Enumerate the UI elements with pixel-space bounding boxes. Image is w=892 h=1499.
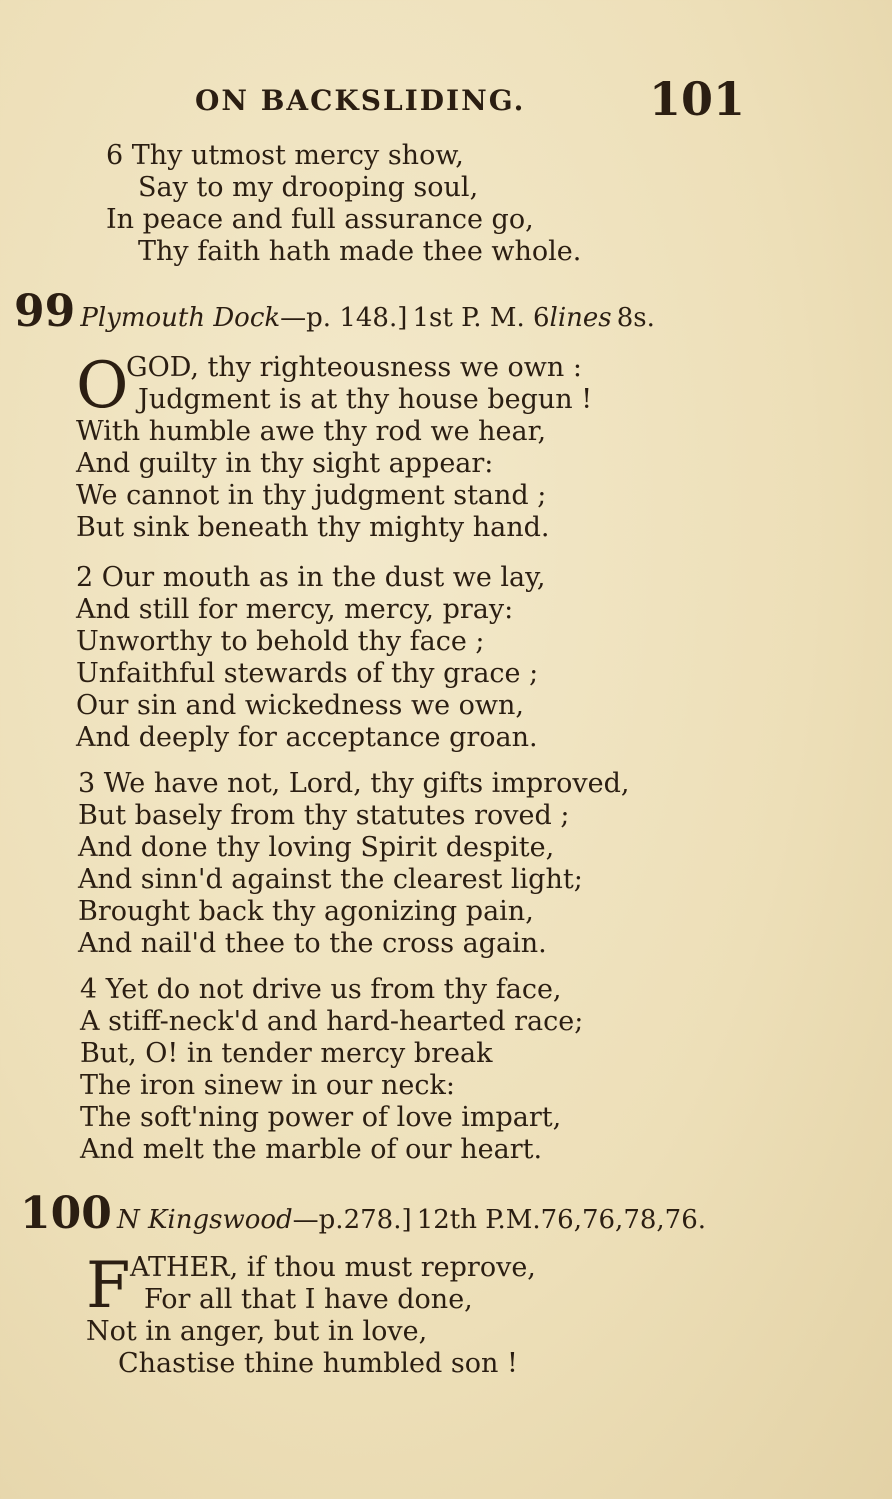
previous-hymn-stanza-6	[106, 140, 892, 268]
verse-line: For all that I have done,	[144, 1284, 473, 1315]
tune-name: N Kingswood	[116, 1205, 293, 1235]
verse-line: And nail'd thee to the cross again.	[78, 928, 547, 959]
verse-line: ATHER, if thou must reprove,	[130, 1252, 536, 1283]
tune-name: Plymouth Dock	[80, 303, 281, 333]
verse-line: The soft'ning power of love impart,	[80, 1102, 562, 1133]
verse-line: GOD, thy righteousness we own :	[126, 352, 582, 383]
hymn-number: 99	[14, 286, 76, 337]
verse-line: 3 We have not, Lord, thy gifts improved,	[78, 768, 630, 799]
verse-line: The iron sinew in our neck:	[80, 1070, 455, 1101]
verse-line: Say to my drooping soul,	[138, 172, 479, 203]
verse-line: And melt the marble of our heart.	[80, 1134, 543, 1165]
verse-line: In peace and full assurance go,	[106, 204, 534, 235]
verse-line: And still for mercy, mercy, pray:	[76, 594, 514, 625]
verse-line: A stiff-neck'd and hard-hearted race;	[80, 1006, 584, 1037]
verse-line: But basely from thy statutes roved ;	[78, 800, 570, 831]
running-head: ON BACKSLIDING.	[195, 84, 526, 117]
verse-line: Unfaithful stewards of thy grace ;	[76, 658, 539, 689]
hymn-number: 100	[20, 1188, 112, 1239]
page-header	[195, 72, 755, 128]
verse-line: Our sin and wickedness we own,	[76, 690, 524, 721]
meter: 12th P.M.76,76,78,76.	[416, 1205, 707, 1235]
verse-line: And deeply for acceptance groan.	[76, 722, 538, 753]
meter: 1st P. M. 6	[412, 303, 550, 333]
verse-line: 6 Thy utmost mercy show,	[106, 140, 464, 171]
meter-syllables: 8s.	[616, 303, 655, 333]
verse-line: And done thy loving Spirit despite,	[78, 832, 555, 863]
verse-line: 4 Yet do not drive us from thy face,	[80, 974, 562, 1005]
verse-line: Not in anger, but in love,	[86, 1316, 428, 1347]
hymn-99-stanza-3	[78, 768, 892, 960]
hymn-99-heading	[14, 286, 874, 337]
tune-page-ref: —p. 148.]	[280, 303, 408, 333]
verse-line: Unworthy to behold thy face ;	[76, 626, 485, 657]
drop-cap: F	[86, 1249, 131, 1323]
verse-line: Thy faith hath made thee whole.	[138, 236, 582, 267]
verse-line: With humble awe thy rod we hear,	[76, 416, 547, 447]
hymn-99-stanza-4	[80, 974, 892, 1166]
hymn-99-stanza-1	[76, 349, 892, 544]
verse-line: 2 Our mouth as in the dust we lay,	[76, 562, 546, 593]
verse-line: Brought back thy agonizing pain,	[78, 896, 534, 927]
hymn-100-heading	[20, 1188, 880, 1239]
page-number: 101	[648, 72, 745, 126]
meter-lines: lines	[549, 303, 612, 333]
drop-cap: O	[76, 349, 129, 423]
tune-page-ref: —p.278.]	[292, 1205, 412, 1235]
verse-line: And guilty in thy sight appear:	[76, 448, 494, 479]
hymn-100-stanza-1	[86, 1249, 892, 1380]
verse-line: Judgment is at thy house begun !	[138, 384, 593, 415]
verse-line: But, O! in tender mercy break	[80, 1038, 493, 1069]
verse-line: We cannot in thy judgment stand ;	[76, 480, 547, 511]
verse-line: But sink beneath thy mighty hand.	[76, 512, 550, 543]
hymn-99-stanza-2	[76, 562, 892, 754]
verse-line: Chastise thine humbled son !	[118, 1348, 518, 1379]
verse-line: And sinn'd against the clearest light;	[78, 864, 583, 895]
